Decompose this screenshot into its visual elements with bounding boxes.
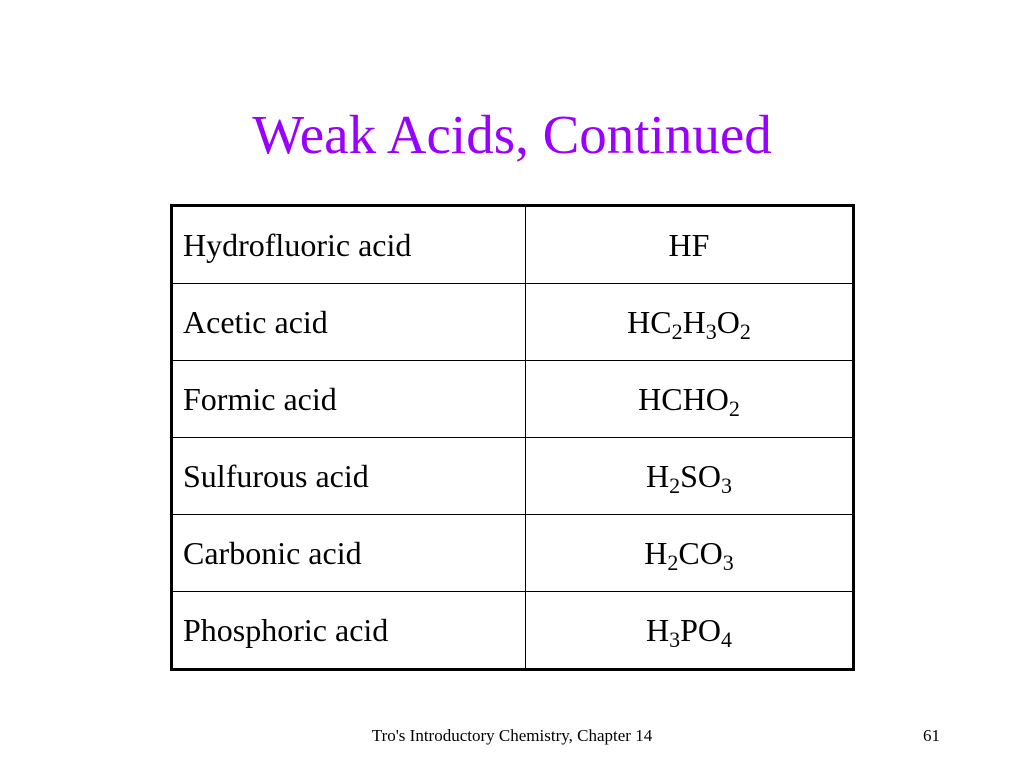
formula-text: H (645, 457, 670, 494)
formula-subscript: 2 (739, 318, 751, 344)
formula-subscript: 4 (721, 626, 732, 652)
slide-title: Weak Acids, Continued (252, 104, 772, 165)
table-row (172, 438, 854, 515)
acid-formula-cell (526, 206, 854, 284)
table-row (172, 206, 854, 284)
formula-text: PO (680, 611, 721, 648)
weak-acids-table (170, 204, 855, 671)
formula-subscript: 3 (721, 472, 732, 498)
acid-formula-cell (526, 438, 854, 515)
formula-subscript: 2 (669, 472, 681, 498)
acid-name-cell: Acetic acid (172, 284, 526, 361)
acid-name-cell: Carbonic acid (172, 515, 526, 592)
table-row (172, 515, 854, 592)
formula-subscript: 3 (705, 318, 717, 344)
acid-formula-cell (526, 361, 854, 438)
formula-subscript: 2 (671, 318, 683, 344)
formula-text: HCHO (638, 380, 729, 417)
formula-text: O (716, 303, 740, 340)
formula-text: H (644, 534, 668, 571)
acid-name-cell: Sulfurous acid (172, 438, 526, 515)
formula-text: H (645, 611, 670, 648)
weak-acids-table-body (172, 206, 854, 670)
slide-footer: Tro's Introductory Chemistry, Chapter 14 (371, 726, 653, 745)
acid-name-cell: Phosphoric acid (172, 592, 526, 670)
formula-text: CO (678, 534, 723, 571)
formula-text: HC (627, 303, 672, 340)
acid-name-cell: Formic acid (172, 361, 526, 438)
formula-subscript: 2 (728, 395, 740, 421)
table-row (172, 592, 854, 670)
formula-text: H (682, 303, 706, 340)
table-row (172, 361, 854, 438)
acid-name-cell: Hydrofluoric acid (172, 206, 526, 284)
acid-formula-cell (526, 284, 854, 361)
formula-subscript: 3 (722, 549, 734, 575)
formula-subscript: 3 (669, 626, 681, 652)
formula-text: HF (668, 226, 710, 263)
table-row (172, 284, 854, 361)
formula-subscript: 2 (667, 549, 679, 575)
acid-formula-cell (526, 592, 854, 670)
acid-formula-cell (526, 515, 854, 592)
formula-text: SO (680, 457, 721, 494)
page-number: 61 (923, 726, 940, 745)
